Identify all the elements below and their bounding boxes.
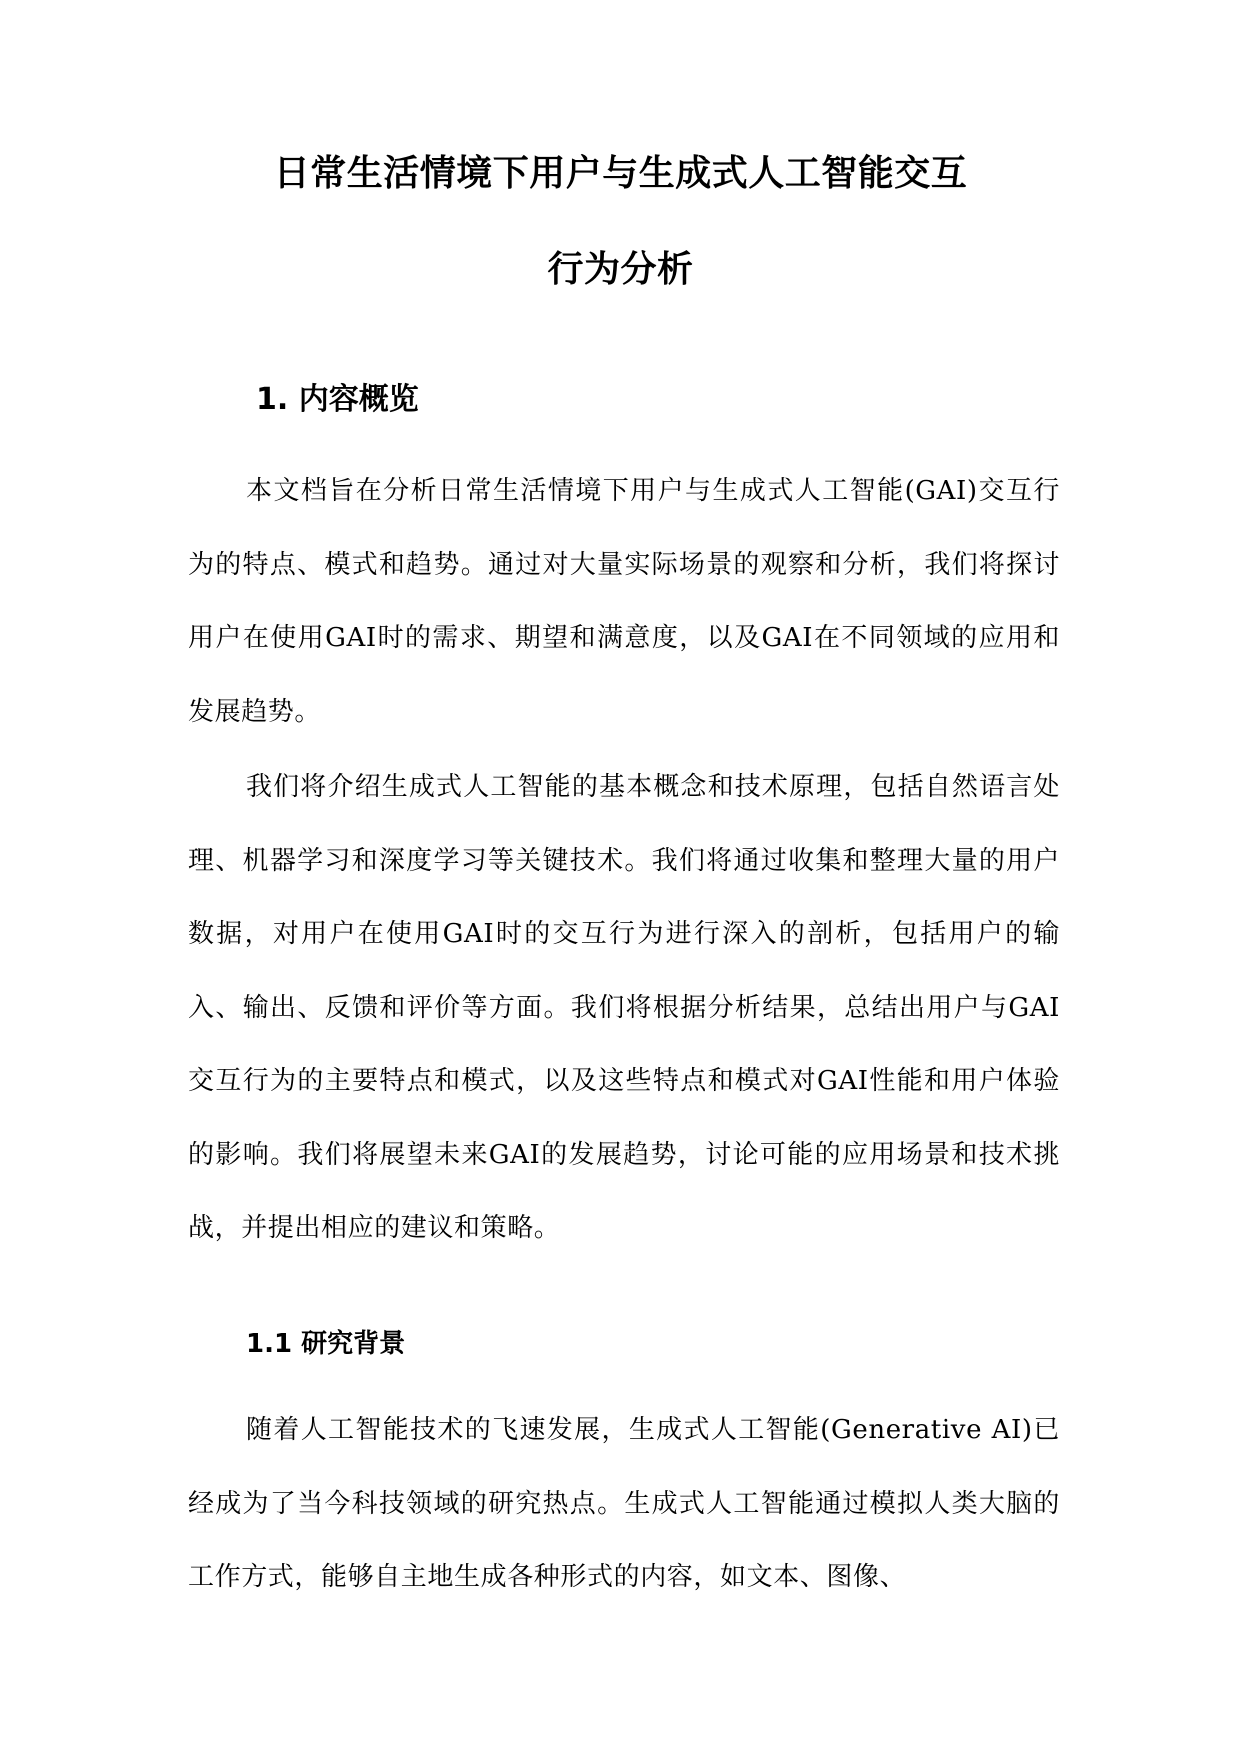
- subsection-heading-research-background: 1.1 研究背景: [246, 1329, 406, 1359]
- document-title-line-1: 日常生活情境下用户与生成式人工智能交互: [273, 153, 968, 194]
- background-paragraph-1: 随着人工智能技术的飞速发展，生成式人工智能(Generative AI)已经成为了当今科技领域的研究热点。生成式人工智能通过模拟人类大脑的工作方式，能够自主地生成各种形式的内容，如文本、图像、: [188, 1415, 1060, 1592]
- section-heading-content-overview: 1. 内容概览: [256, 382, 419, 417]
- overview-paragraph-1: 本文档旨在分析日常生活情境下用户与生成式人工智能(GAI)交互行为的特点、模式和趋势。通过对大量实际场景的观察和分析，我们将探讨用户在使用GAI时的需求、期望和满意度，以及GAI在不同领域的应用和发展趋势。: [188, 476, 1060, 727]
- overview-paragraph-2: 我们将介绍生成式人工智能的基本概念和技术原理，包括自然语言处理、机器学习和深度学习等关键技术。我们将通过收集和整理大量的用户数据，对用户在使用GAI时的交互行为进行深入的剖析，包括用户的输入、输出、反馈和评价等方面。我们将根据分析结果，总结出用户与GAI交互行为的主要特点和模式，以及这些特点和模式对GAI性能和用户体验的影响。我们将展望未来GAI的发展趋势，讨论可能的应用场景和技术挑战，并提出相应的建议和策略。: [188, 772, 1060, 1243]
- document-title-line-2: 行为分析: [547, 249, 694, 290]
